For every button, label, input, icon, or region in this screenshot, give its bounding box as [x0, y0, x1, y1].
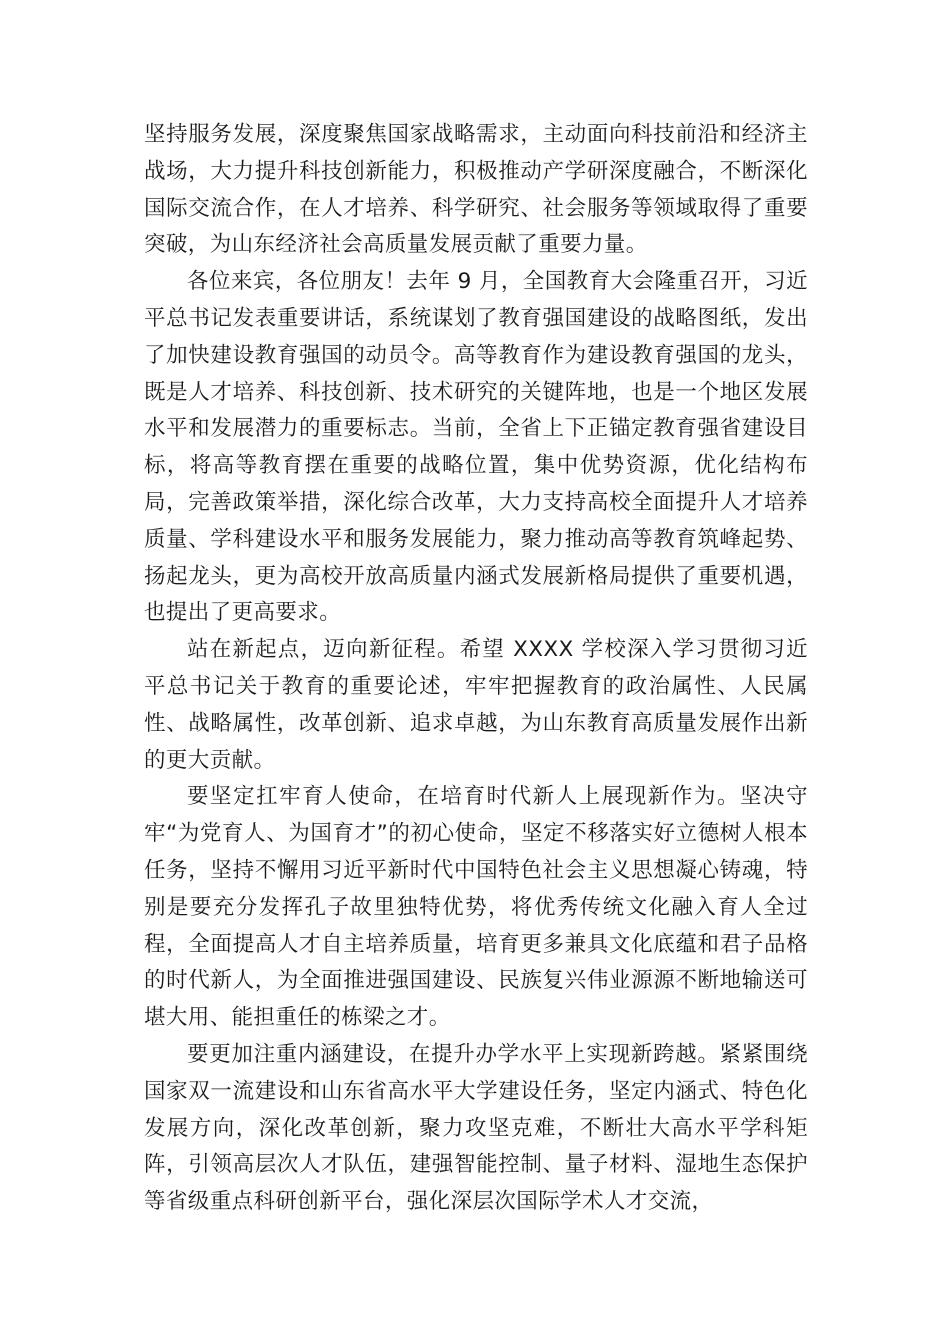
paragraph-continued: 坚持服务发展，深度聚焦国家战略需求，主动面向科技前沿和经济主战场，大力提升科技创新能力，积极推动产学研深度融合，不断深化国际交流合作，在人才培养、科学研究、社会服务等领域取得了重要突破，为山东经济社会高质量发展贡献了重要力量。 [144, 122, 808, 258]
paragraph: 要更加注重内涵建设，在提升办学水平上实现新跨越。紧紧围绕国家双一流建设和山东省高水平大学建设任务，坚定内涵式、特色化发展方向，深化改革创新，聚力攻坚克难，不断壮大高水平学科矩阵，引领高层次人才队伍，建强智能控制、量子材料、湿地生态保护等省级重点科研创新平台，强化深层次国际学术人才交流， [144, 1041, 808, 1215]
paragraph: 站在新起点，迈向新征程。希望 XXXX 学校深入学习贯彻习近平总书记关于教育的重要论述，牢牢把握教育的政治属性、人民属性、战略属性，改革创新、追求卓越，为山东教育高质量发展作出新的更大贡献。 [144, 637, 808, 773]
paragraph: 要坚定扛牢育人使命，在培育时代新人上展现新作为。坚决守牢“为党育人、为国育才”的初心使命，坚定不移落实好立德树人根本任务，坚持不懈用习近平新时代中国特色社会主义思想凝心铸魂，特别是要充分发挥孔子故里独特优势，将优秀传统文化融入育人全过程，全面提高人才自主培养质量，培育更多兼具文化底蕴和君子品格的时代新人，为全面推进强国建设、民族复兴伟业源源不断地输送可堪大用、能担重任的栋梁之才。 [144, 784, 808, 1031]
paragraph: 各位来宾，各位朋友！去年 9 月，全国教育大会隆重召开，习近平总书记发表重要讲话，系统谋划了教育强国建设的战略图纸，发出了加快建设教育强国的动员令。高等教育作为建设教育强国的龙头，既是人才培养、科技创新、技术研究的关键阵地，也是一个地区发展水平和发展潜力的重要标志。当前，全省上下正锚定教育强省建设目标，将高等教育摆在重要的战略位置，集中优势资源，优化结构布局，完善政策举措，深化综合改革，大力支持高校全面提升人才培养质量、学科建设水平和服务发展能力，聚力推动高等教育筑峰起势、扬起龙头，更为高校开放高质量内涵式发展新格局提供了重要机遇，也提出了更高要求。 [144, 269, 808, 626]
document-body [144, 117, 808, 1221]
